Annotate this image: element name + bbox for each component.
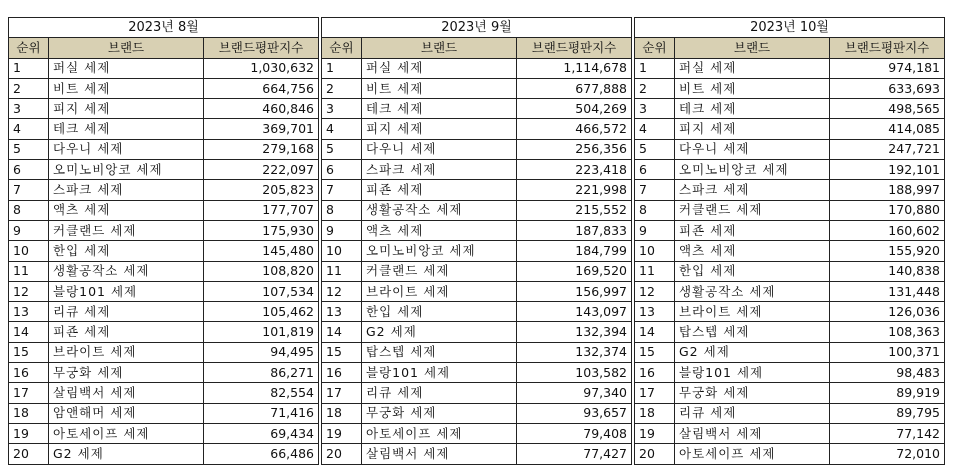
- table-row: [322, 403, 632, 423]
- index-cell: 177,707: [204, 200, 319, 220]
- table-row: [9, 200, 319, 220]
- table-row: [9, 119, 319, 139]
- brand-cell: 아토세이프 세제: [362, 423, 517, 443]
- rank-cell: 17: [9, 383, 49, 403]
- table-row: [9, 58, 319, 78]
- rank-cell: 18: [322, 403, 362, 423]
- index-cell: 215,552: [517, 200, 632, 220]
- brand-cell: 퍼실 세제: [675, 58, 830, 78]
- brand-cell: 살림백서 세제: [49, 383, 204, 403]
- brand-cell: 리큐 세제: [362, 383, 517, 403]
- table-row: [322, 200, 632, 220]
- brand-cell: 무궁화 세제: [675, 383, 830, 403]
- table-row: [9, 180, 319, 200]
- rank-header: 순위: [322, 38, 362, 58]
- rank-cell: 2: [635, 78, 675, 98]
- rank-cell: 20: [9, 444, 49, 464]
- table-row: [635, 281, 945, 301]
- index-cell: 101,819: [204, 322, 319, 342]
- rank-cell: 7: [635, 180, 675, 200]
- brand-cell: 리큐 세제: [49, 302, 204, 322]
- brand-cell: 무궁화 세제: [362, 403, 517, 423]
- brand-header: 브랜드: [675, 38, 830, 58]
- table-row: [635, 363, 945, 383]
- rank-cell: 19: [9, 423, 49, 443]
- table-row: [322, 423, 632, 443]
- rank-cell: 8: [9, 200, 49, 220]
- brand-cell: 피죤 세제: [49, 322, 204, 342]
- brand-cell: 테크 세제: [675, 99, 830, 119]
- brand-cell: 비트 세제: [675, 78, 830, 98]
- table-row: [635, 220, 945, 240]
- rank-cell: 11: [9, 261, 49, 281]
- brand-cell: 생활공작소 세제: [675, 281, 830, 301]
- brand-header: 브랜드: [49, 38, 204, 58]
- brand-cell: 아토세이프 세제: [675, 444, 830, 464]
- brand-cell: 다우니 세제: [362, 139, 517, 159]
- brand-cell: 생활공작소 세제: [49, 261, 204, 281]
- brand-cell: 피죤 세제: [362, 180, 517, 200]
- index-cell: 69,434: [204, 423, 319, 443]
- brand-cell: 비트 세제: [362, 78, 517, 98]
- rank-cell: 12: [322, 281, 362, 301]
- table-row: [322, 220, 632, 240]
- ranking-table: [634, 17, 945, 465]
- index-cell: 89,795: [830, 403, 945, 423]
- rank-cell: 1: [9, 58, 49, 78]
- brand-cell: 한입 세제: [362, 302, 517, 322]
- index-cell: 126,036: [830, 302, 945, 322]
- index-cell: 677,888: [517, 78, 632, 98]
- index-cell: 175,930: [204, 220, 319, 240]
- index-cell: 664,756: [204, 78, 319, 98]
- rank-cell: 11: [635, 261, 675, 281]
- index-cell: 1,030,632: [204, 58, 319, 78]
- table-row: [9, 261, 319, 281]
- index-cell: 66,486: [204, 444, 319, 464]
- index-cell: 143,097: [517, 302, 632, 322]
- brand-cell: 커클랜드 세제: [362, 261, 517, 281]
- index-cell: 71,416: [204, 403, 319, 423]
- index-header: 브랜드평판지수: [204, 38, 319, 58]
- table-row: [322, 342, 632, 362]
- index-cell: 170,880: [830, 200, 945, 220]
- rank-cell: 6: [9, 160, 49, 180]
- table-row: [635, 99, 945, 119]
- index-cell: 89,919: [830, 383, 945, 403]
- table-row: [9, 363, 319, 383]
- brand-cell: 비트 세제: [49, 78, 204, 98]
- index-cell: 131,448: [830, 281, 945, 301]
- rank-cell: 5: [322, 139, 362, 159]
- table-row: [322, 281, 632, 301]
- index-cell: 132,374: [517, 342, 632, 362]
- table-row: [322, 99, 632, 119]
- rank-cell: 15: [635, 342, 675, 362]
- rank-header: 순위: [9, 38, 49, 58]
- index-cell: 145,480: [204, 241, 319, 261]
- index-cell: 156,997: [517, 281, 632, 301]
- index-cell: 279,168: [204, 139, 319, 159]
- index-cell: 247,721: [830, 139, 945, 159]
- table-row: [9, 302, 319, 322]
- table-row: [635, 261, 945, 281]
- brand-cell: 블랑101 세제: [675, 363, 830, 383]
- rank-cell: 10: [635, 241, 675, 261]
- rank-cell: 7: [322, 180, 362, 200]
- rank-cell: 10: [9, 241, 49, 261]
- table-row: [635, 139, 945, 159]
- table-row: [322, 58, 632, 78]
- rank-cell: 13: [322, 302, 362, 322]
- brand-cell: 액츠 세제: [675, 241, 830, 261]
- table-row: [9, 241, 319, 261]
- brand-cell: 다우니 세제: [675, 139, 830, 159]
- brand-cell: 테크 세제: [49, 119, 204, 139]
- rank-cell: 14: [635, 322, 675, 342]
- index-cell: 187,833: [517, 220, 632, 240]
- table-row: [9, 403, 319, 423]
- brand-cell: 아토세이프 세제: [49, 423, 204, 443]
- brand-cell: 생활공작소 세제: [362, 200, 517, 220]
- rank-cell: 16: [9, 363, 49, 383]
- table-row: [322, 160, 632, 180]
- brand-cell: 리큐 세제: [675, 403, 830, 423]
- rank-cell: 10: [322, 241, 362, 261]
- rank-cell: 7: [9, 180, 49, 200]
- table-body: [322, 58, 632, 464]
- table-row: [635, 342, 945, 362]
- brand-cell: 탑스텝 세제: [675, 322, 830, 342]
- table-row: [635, 423, 945, 443]
- table-row: [635, 200, 945, 220]
- brand-cell: 오미노비앙코 세제: [362, 241, 517, 261]
- rank-cell: 19: [635, 423, 675, 443]
- table-row: [322, 78, 632, 98]
- table-row: [322, 139, 632, 159]
- rank-cell: 12: [635, 281, 675, 301]
- table-row: [635, 444, 945, 464]
- index-cell: 160,602: [830, 220, 945, 240]
- brand-cell: 액츠 세제: [49, 200, 204, 220]
- table-row: [9, 139, 319, 159]
- rank-cell: 2: [322, 78, 362, 98]
- month-title: 2023년 8월: [9, 18, 319, 38]
- index-cell: 79,408: [517, 423, 632, 443]
- index-cell: 93,657: [517, 403, 632, 423]
- rank-cell: 16: [322, 363, 362, 383]
- rank-cell: 18: [9, 403, 49, 423]
- index-cell: 108,820: [204, 261, 319, 281]
- brand-cell: 살림백서 세제: [362, 444, 517, 464]
- index-cell: 414,085: [830, 119, 945, 139]
- table-row: [9, 160, 319, 180]
- rank-cell: 16: [635, 363, 675, 383]
- table-body: [635, 58, 945, 464]
- index-cell: 256,356: [517, 139, 632, 159]
- brand-cell: 한입 세제: [49, 241, 204, 261]
- index-cell: 369,701: [204, 119, 319, 139]
- rank-cell: 13: [9, 302, 49, 322]
- rank-cell: 18: [635, 403, 675, 423]
- brand-cell: 살림백서 세제: [675, 423, 830, 443]
- brand-cell: 다우니 세제: [49, 139, 204, 159]
- rank-cell: 9: [635, 220, 675, 240]
- table-row: [9, 281, 319, 301]
- rank-cell: 9: [9, 220, 49, 240]
- table-row: [322, 383, 632, 403]
- table-row: [9, 322, 319, 342]
- table-row: [322, 363, 632, 383]
- rank-cell: 5: [9, 139, 49, 159]
- rank-cell: 3: [322, 99, 362, 119]
- index-cell: 223,418: [517, 160, 632, 180]
- rank-cell: 2: [9, 78, 49, 98]
- brand-cell: 스파크 세제: [675, 180, 830, 200]
- table-row: [635, 322, 945, 342]
- table-row: [322, 119, 632, 139]
- rank-cell: 1: [635, 58, 675, 78]
- index-cell: 222,097: [204, 160, 319, 180]
- index-cell: 192,101: [830, 160, 945, 180]
- index-cell: 103,582: [517, 363, 632, 383]
- index-cell: 82,554: [204, 383, 319, 403]
- brand-cell: 액츠 세제: [362, 220, 517, 240]
- index-cell: 97,340: [517, 383, 632, 403]
- rank-cell: 14: [322, 322, 362, 342]
- index-cell: 205,823: [204, 180, 319, 200]
- index-cell: 94,495: [204, 342, 319, 362]
- table-row: [635, 119, 945, 139]
- table-row: [322, 180, 632, 200]
- brand-cell: 커클랜드 세제: [675, 200, 830, 220]
- index-cell: 107,534: [204, 281, 319, 301]
- index-cell: 100,371: [830, 342, 945, 362]
- table-row: [322, 322, 632, 342]
- brand-cell: 스파크 세제: [362, 160, 517, 180]
- table-row: [9, 78, 319, 98]
- table-row: [322, 444, 632, 464]
- brand-cell: 스파크 세제: [49, 180, 204, 200]
- brand-cell: 블랑101 세제: [49, 281, 204, 301]
- brand-cell: 오미노비앙코 세제: [49, 160, 204, 180]
- rank-cell: 9: [322, 220, 362, 240]
- table-row: [635, 58, 945, 78]
- ranking-table: [321, 17, 632, 465]
- table-row: [9, 99, 319, 119]
- month-title: 2023년 9월: [322, 18, 632, 38]
- index-cell: 77,142: [830, 423, 945, 443]
- index-cell: 132,394: [517, 322, 632, 342]
- index-cell: 98,483: [830, 363, 945, 383]
- index-header: 브랜드평판지수: [830, 38, 945, 58]
- brand-cell: 퍼실 세제: [49, 58, 204, 78]
- rank-cell: 20: [635, 444, 675, 464]
- table-row: [9, 383, 319, 403]
- table-row: [635, 241, 945, 261]
- brand-cell: 브라이트 세제: [49, 342, 204, 362]
- brand-cell: 퍼실 세제: [362, 58, 517, 78]
- rank-cell: 5: [635, 139, 675, 159]
- rank-cell: 4: [322, 119, 362, 139]
- rank-cell: 4: [9, 119, 49, 139]
- table-row: [635, 383, 945, 403]
- rank-cell: 3: [9, 99, 49, 119]
- table-row: [635, 180, 945, 200]
- index-cell: 77,427: [517, 444, 632, 464]
- brand-cell: 블랑101 세제: [362, 363, 517, 383]
- rank-cell: 1: [322, 58, 362, 78]
- brand-cell: 피지 세제: [362, 119, 517, 139]
- rank-cell: 19: [322, 423, 362, 443]
- rank-cell: 6: [635, 160, 675, 180]
- rank-cell: 11: [322, 261, 362, 281]
- index-cell: 188,997: [830, 180, 945, 200]
- table-body: [9, 58, 319, 464]
- rank-cell: 12: [9, 281, 49, 301]
- brand-cell: 오미노비앙코 세제: [675, 160, 830, 180]
- table-row: [9, 444, 319, 464]
- brand-cell: 테크 세제: [362, 99, 517, 119]
- table-row: [635, 302, 945, 322]
- table-row: [9, 423, 319, 443]
- brand-cell: 피지 세제: [49, 99, 204, 119]
- brand-cell: 한입 세제: [675, 261, 830, 281]
- table-row: [635, 78, 945, 98]
- brand-cell: 피지 세제: [675, 119, 830, 139]
- index-header: 브랜드평판지수: [517, 38, 632, 58]
- rank-cell: 17: [322, 383, 362, 403]
- index-cell: 108,363: [830, 322, 945, 342]
- table-row: [9, 220, 319, 240]
- rank-cell: 4: [635, 119, 675, 139]
- table-row: [635, 160, 945, 180]
- table-row: [322, 261, 632, 281]
- index-cell: 1,114,678: [517, 58, 632, 78]
- index-cell: 155,920: [830, 241, 945, 261]
- brand-cell: 커클랜드 세제: [49, 220, 204, 240]
- brand-cell: 브라이트 세제: [362, 281, 517, 301]
- rank-cell: 15: [9, 342, 49, 362]
- index-cell: 974,181: [830, 58, 945, 78]
- table-row: [635, 403, 945, 423]
- rank-cell: 14: [9, 322, 49, 342]
- brand-cell: G2 세제: [675, 342, 830, 362]
- table-row: [322, 241, 632, 261]
- index-cell: 72,010: [830, 444, 945, 464]
- brand-cell: 암앤해머 세제: [49, 403, 204, 423]
- brand-cell: G2 세제: [362, 322, 517, 342]
- index-cell: 460,846: [204, 99, 319, 119]
- brand-header: 브랜드: [362, 38, 517, 58]
- index-cell: 86,271: [204, 363, 319, 383]
- rank-cell: 15: [322, 342, 362, 362]
- index-cell: 169,520: [517, 261, 632, 281]
- rank-cell: 20: [322, 444, 362, 464]
- ranking-tables-container: [8, 17, 945, 465]
- index-cell: 140,838: [830, 261, 945, 281]
- index-cell: 221,998: [517, 180, 632, 200]
- brand-cell: 브라이트 세제: [675, 302, 830, 322]
- rank-cell: 3: [635, 99, 675, 119]
- table-row: [322, 302, 632, 322]
- index-cell: 633,693: [830, 78, 945, 98]
- index-cell: 498,565: [830, 99, 945, 119]
- ranking-table: [8, 17, 319, 465]
- brand-cell: 무궁화 세제: [49, 363, 204, 383]
- rank-cell: 13: [635, 302, 675, 322]
- rank-cell: 6: [322, 160, 362, 180]
- brand-cell: G2 세제: [49, 444, 204, 464]
- index-cell: 504,269: [517, 99, 632, 119]
- index-cell: 184,799: [517, 241, 632, 261]
- brand-cell: 탑스텝 세제: [362, 342, 517, 362]
- brand-cell: 피죤 세제: [675, 220, 830, 240]
- index-cell: 466,572: [517, 119, 632, 139]
- rank-cell: 8: [322, 200, 362, 220]
- index-cell: 105,462: [204, 302, 319, 322]
- rank-cell: 8: [635, 200, 675, 220]
- table-row: [9, 342, 319, 362]
- rank-header: 순위: [635, 38, 675, 58]
- rank-cell: 17: [635, 383, 675, 403]
- month-title: 2023년 10월: [635, 18, 945, 38]
